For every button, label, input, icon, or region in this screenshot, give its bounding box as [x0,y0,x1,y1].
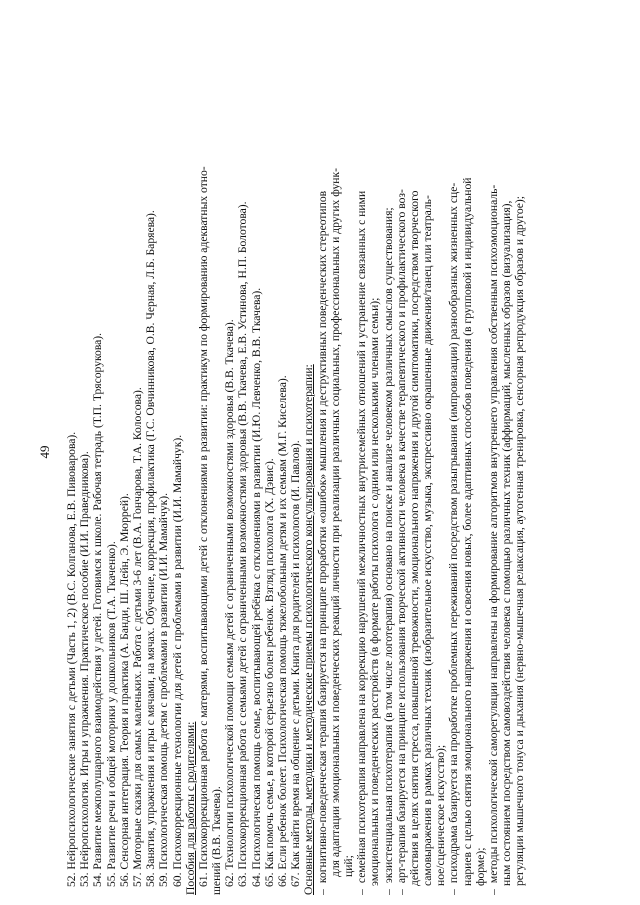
dash-bullet: – [381,889,395,895]
list-item: 58. Занятия, упражнения и игры с мячами, на мячах. Обучение, коррекция, профилактика (Г.С. Овчинникова, О.В. Черная, Л.Б. Баряева). [144,210,158,887]
method-item [487,15,500,895]
list-item: 59. Психологическая помощь детям с проблемами в развитии (И.И. Мамайчук). [157,492,171,887]
rotated-page-content [65,15,625,895]
method-text: психодрама базируется на проработке проблемных переживаний посредством разыгрывания (импровизации) разнообразных жизненных сце- [447,182,461,884]
list-item: 66. Если ребенок болеет. Психологическая помощь тяжелобольным детям и их семьям (М.Г. Киселева). [276,375,289,887]
method-item-continuation: ций; [341,855,355,877]
list-item: 62. Технологии психологической помощи семьям детей с ограниченными возможностями здоровья (В.В. Ткачева). [223,319,237,887]
method-item [355,15,368,895]
list-item-continuation: шений (В.В. Ткачева). [210,786,224,895]
method-item-continuation: ное/сценическое искусство); [434,744,448,886]
method-item-continuation: нариев с целью снятия эмоционального напряжения и освоения новых, более адаптивных способов поведения (в групповой и индивидуальной [460,177,474,886]
method-item-continuation: регуляции мышечного тонуса и дыхания (нервно-мышечная релаксация, аутогенная тренировка, сенсорная репродукция образов и другое); [513,196,527,886]
dash-bullet: – [447,889,461,895]
section-heading-methods: Основные методы, методики и методические приемы психологического консультирования и психотерапии: [302,364,316,895]
method-item-continuation: действия в целях снятия стресса, повышенной тревожности, эмоционального напряжения и другой симптоматики, посредством творческого [407,190,421,886]
list-item: 56. Сенсорная интеграция. Теория и практика (А. Банди, Ш. Лейн, Э. Мюррей). [117,493,131,887]
list-item: 60. Психокоррекционные технологии для детей с проблемами в развитии (И.И. Мамайчук). [170,434,184,887]
method-item-continuation: ным состоянием посредством самовоздействия человека с помощью различных техник (аффирмаций, мысленных образов (визуализация), [500,200,514,886]
method-item [382,15,395,895]
method-text: методы психологической саморегуляции направлены на формирование алгоритмов внутреннего управления собственным психоэмоциональ- [487,184,500,884]
list-item: 64. Психологическая помощь семье, воспитывающей ребёнка с отклонениями в развитии (И.Ю. Левченко, В.В. Ткачева). [249,287,263,887]
list-item: 53. Нейропсихология. Игры и упражнения. Практическое пособие (И.И. Праведникова). [78,451,92,887]
method-item-continuation: для адаптации эмоциональных и поведенческих реакций личности при реализации различных социальных, профессиональных и других функ- [328,168,342,877]
dash-bullet: – [315,889,329,895]
method-item [395,15,408,895]
list-item: 61. Психокоррекционная работа с матерями, воспитывающими детей с отклонениями в развитии: практикум по формированию адекватных отно- [196,166,210,887]
section-heading-parents: Пособия для работы с родителями: [183,721,197,895]
method-item-continuation: эмоциональных и поведенческих расстройств (в формате работы психолога с одним или несколькими членами семьи); [368,297,382,886]
method-item-continuation: форме); [473,847,487,886]
dash-bullet: – [487,889,500,895]
list-item: 65. Как помочь семье, в которой серьезно болен ребенок. Взгляд психолога (Х. Дэвис). [262,458,276,887]
method-item [447,15,460,895]
dash-bullet: – [355,889,369,895]
list-item: 54. Развитие межполушарного взаимодействия у детей. Готовимся к школе. Рабочая тетрадь (Т.П. Трясорукова). [91,332,105,887]
dash-bullet: – [394,889,408,895]
method-item-continuation: самовыражения в рамках различных техник (изобразительное искусство, музыка, экспрессивно окрашенные движения/танец или театраль- [421,195,435,886]
list-item: 52. Нейропсихологические занятия с детьми (Часть 1, 2) (В.С. Колганова, Е.В. Пивоварова). [65,431,78,887]
method-item [316,15,329,895]
method-text: когнитивно-поведенческая терапия базируется на принципе проработки «ошибок» мышления и деструктивных поведенческих стереотипов [315,190,329,884]
method-text: арт-терапия базируется на принципе использования творческой активности человека в качестве терапевтического и профилактического воз- [394,189,408,884]
method-text: семейная психотерапия направлена на коррекцию нарушений межличностных внутрисемейных отношений и устранение связанных с ними [355,190,369,884]
list-item: 63. Психокоррекционная работа с семьями детей с ограниченными возможностями здоровья (В.В. Ткачева, Е.В. Устинова, Н.П. Болотова). [236,201,250,887]
method-text: экзистенциальная психотерапия (в том числе логотерапия) основано на поиске и анализе человеком различных смыслов существования; [381,207,395,884]
list-item: 57. Моторные сказки для самых маленьких. Работа с детьми 3-6 лет (В.А. Гончарова, Т.А. Колосова). [130,387,144,887]
list-item: 67. Как найти время на общение с детьми. Книга для родителей и психологов (И. Павлов). [289,440,303,887]
list-item: 55. Развитие речи и общей моторики у дошкольников (Т.А. Ткаченко). [104,541,118,887]
page-number: 49 [37,445,52,459]
